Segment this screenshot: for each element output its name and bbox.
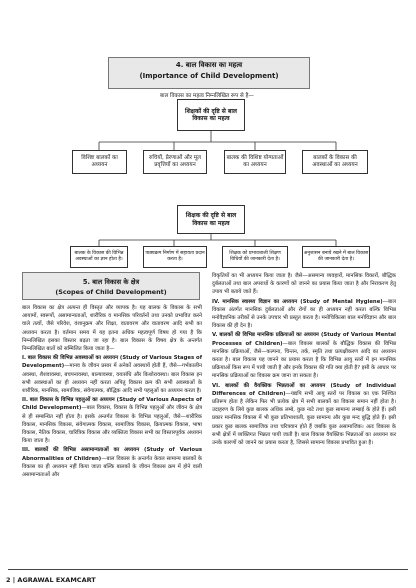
list-item: [22, 354, 202, 395]
item-text: —बाल विकास के अन्तर्गत केवल सामान्य बालकों के विकास का ही अध्ययन नहीं किया जाता बल्कि बालकों के जीवन विकास क्रम में होने वाली असामान्यताओं और: [22, 455, 202, 479]
diagram-bottom-child-4: [302, 246, 370, 268]
list-item: [212, 331, 396, 380]
item-title: बालकों की विभिन्न मानसिक प्रक्रियाओं का अध्ययन (Study of Various Mental Processes of Children): [212, 332, 396, 347]
item-text: —बाल विकास, विकास के विभिन्न पहलुओं और जीवन के क्षेत्र से ही सम्बन्धित नहीं होता है। इसके अन्तर्गत विकास के विभिन्न पहलुओं, जैसे—शारीरिक विकास, मानसिक विकास, संवेगात्मक विकास, सामाजिक विकास, क्रियात्मक विकास, भाषा विकास, नैतिक विकास, चारित्रिक विकास और व्यक्तित्व विकास सभी का विस्तारपूर्वक अध्ययन किया जाता है।: [22, 405, 202, 445]
diagram-bottom-child-1: [70, 246, 128, 268]
item-text: —बाल विकास अंतर्गत मानसिक दुर्बलताओं और रोगों का ही अध्ययन नहीं करता बल्कि विभिन्न मनोवैज्ञानिक तरीकों से उनके उपचार भी प्रस्तुत करता है। मनोचिकित्सा बाल मनोविज्ञान और बाल विकास की ही देन है।: [212, 298, 396, 330]
diagram-top-child-label: बालकों के विकास की अवस्थाओं का अध्ययन: [312, 155, 358, 168]
item-num: II.: [22, 397, 28, 404]
diagram-bottom-child-label: अनुशासन बनाये रखने में बाल विकास की जानकारी देता है।: [303, 251, 369, 262]
heading-hindi: 4. बाल विकास का महत्व: [175, 61, 243, 69]
diagram-top-child-4: [302, 150, 368, 174]
item-title: बालकों की वैयक्तिक भिन्नताओं का अध्ययन (Study of Individual Differences of Children): [212, 382, 396, 397]
item-num: IV.: [212, 298, 220, 305]
diagram-top-child-1: [72, 150, 127, 174]
item-title: मानसिक स्वास्थ्य विज्ञान का अध्ययन (Study of Mental Hygiene): [222, 298, 383, 305]
diagram-top-child-2: [143, 150, 207, 174]
list-item: [22, 396, 202, 445]
diagram-bottom-child-label: पाठ्यक्रम निर्माण में सहायता प्रदान करता है।: [145, 251, 205, 262]
item-num: III.: [22, 447, 30, 454]
item-title: बाल विकास के विभिन्न पहलुओं का अध्ययन (Study of Various Aspects of Child Development): [22, 397, 202, 412]
left-intro: बाल विकास का क्षेत्र अत्यन्त ही विस्तृत और व्यापक है। यह बालक के विकास के सभी आयामों, स्वरूपों, असामान्यताओं, शारीरिक व मानसिक परिवर्तनों तथा उनको प्रभावित करने वाले तत्वों, जैसे परिवेश, वंशानुक्रम और शिक्षा, वातावरण और वातावरण आदि सभी का अध्ययन करता है। वर्तमान समय में यह इतना अधिक महत्वपूर्ण विषय हो गया है कि निम्नलिखित इसका विस्तार बढ़ता जा रहा है। बाल विकास के विषय क्षेत्र के अन्तर्गत निम्नलिखित बातों को सम्मिलित किया जाता है—: [22, 305, 202, 353]
right-column: [212, 272, 396, 447]
item-text: —बाल विकास बालकों के बौद्धिक विकास की विभिन्न मानसिक प्रक्रियाओं, जैसे—कल्पना, चिन्तन, तर्क, स्मृति तथा प्रत्यक्षीकरण आदि का अध्ययन करता है। बाल विकास यह जानने का प्रयास करता है कि विभिन्न आयु स्तरों में इन मानसिक प्रक्रियाओं किस रूप में पायी जाती है और इनके विकास की गति क्या होती है? इसी के आधार पर मानसिक प्रक्रियाओं का विकास क्रम जाना जा सकता है।: [212, 340, 397, 380]
diagram-top-box: [177, 99, 245, 131]
diagram-bottom-child-label: शिक्षक को प्रभावशाली शिक्षण विधियों की जानकारी देता है।: [229, 251, 281, 262]
diagram-bottom-child-3: [222, 246, 288, 268]
diagram-top-child-label: बालक की विशिष्ट योग्यताओं का अध्ययन: [226, 155, 284, 168]
scope-heading-english: (Scopes of Child Development): [55, 288, 167, 296]
diagram-top-child-label: रुचियों, प्रेरणाओं और मूल प्रवृत्तियों का अध्ययन: [149, 155, 201, 168]
item-num: I.: [22, 355, 26, 362]
diagram-bottom-child-label: बालक के विकास की विभिन्न अवस्थाओं का ज्ञान होता है।: [74, 251, 124, 262]
item-text: —यद्यपि सभी आयु स्तरों पर विकास का एक निश्चित प्रतिरूप होता है लेकिन फिर भी प्रत्येक क्षेत्र में सभी बालकों का विकास समान नहीं होता है। उदाहरण के लिये कुछ बालक अधिक लम्बे, कुछ नाटे तथा कुछ सामान्य लम्बाई के होते हैं। इसी प्रकार मानसिक विकास में भी कुछ प्रतिभाशाली, कुछ सामान्य और कुछ मन्द बुद्धि होते हैं। इसी प्रकार कुछ बालक सामाजिक तथा चरित्रवान होते हैं जबकि कुछ असामाजिक। अतः विकास के सभी क्षेत्रों में व्यक्तिगत भिन्नता पायी जाती है। बाल विकास वैयक्तिक भिन्नताओं का अध्ययन कर उनके कारणों को जानने का प्रयास करता है, जिससे सामान्य विकास प्रभावित हुआ है।: [212, 390, 396, 447]
list-item: [22, 446, 202, 479]
diagram-top-child-3: [224, 150, 286, 174]
item-title: बाल विकास की विभिन्न अवस्थाओं का अध्ययन (Study of Various Stages of Development): [22, 355, 203, 370]
diagram-bottom-child-2: [143, 246, 207, 268]
diagram-top-child-label: विशिष्ट बालकों का अध्ययन: [81, 155, 118, 168]
item-title: बालकों की विभिन्न असामान्यताओं का अध्ययन (Study of Various Abnormalities of Children): [22, 447, 202, 462]
page-footer: 2 | AGRAWAL EXAMCART: [6, 576, 96, 584]
list-item: [212, 382, 396, 448]
intro-text: बाल विकास का महत्व निम्नलिखित रूप से है—: [160, 93, 254, 99]
scope-heading: [22, 272, 200, 300]
heading-english: (Importance of Child Development): [139, 72, 279, 80]
scope-heading-hindi: 5. बाल विकास के क्षेत्र: [82, 278, 140, 286]
left-column: [22, 304, 202, 479]
item-num: VI.: [212, 382, 221, 389]
diagram-top-box-label: शिक्षकों की दृष्टि से बाल विकास का महत्व: [185, 107, 237, 122]
list-item: [212, 298, 396, 331]
item-num: V.: [212, 332, 218, 339]
diagram-bottom-box-label: शिक्षक की दृष्टि से बाल विकास का महत्व: [185, 212, 237, 227]
footer-divider: [8, 569, 408, 570]
right-continued: विकृतियों का भी अध्ययन किया जाता है। जैसे—असमान्य व्यवहारों, मानसिक विकारों, बौद्धिक दुर्बलताओं तथा बाल अपराधों के कारणों को जानने का प्रयास किया जाता है और निराकरण हेतु उपाय भी बताये जाते हैं।: [212, 273, 396, 296]
item-text: —मानव के जीवन प्रसार में अनेकों अवस्थायें होती हैं, जैसे—गर्भकालीन अवस्था, शैशवावस्था, बचपनावस्था, बाल्यावस्था, वयःसंधि और किशोरावस्था। बाल विकास इन सभी अवस्थाओं का ही अध्ययन नहीं करता अपितु विकास क्रम की सभी अवस्थाओं के शारीरिक, मानसिक, सामाजिक, संवेगात्मक, बौद्धिक आदि सभी पहलुओं का अध्ययन करता है।: [22, 363, 202, 395]
diagram-bottom-box: [177, 205, 245, 234]
